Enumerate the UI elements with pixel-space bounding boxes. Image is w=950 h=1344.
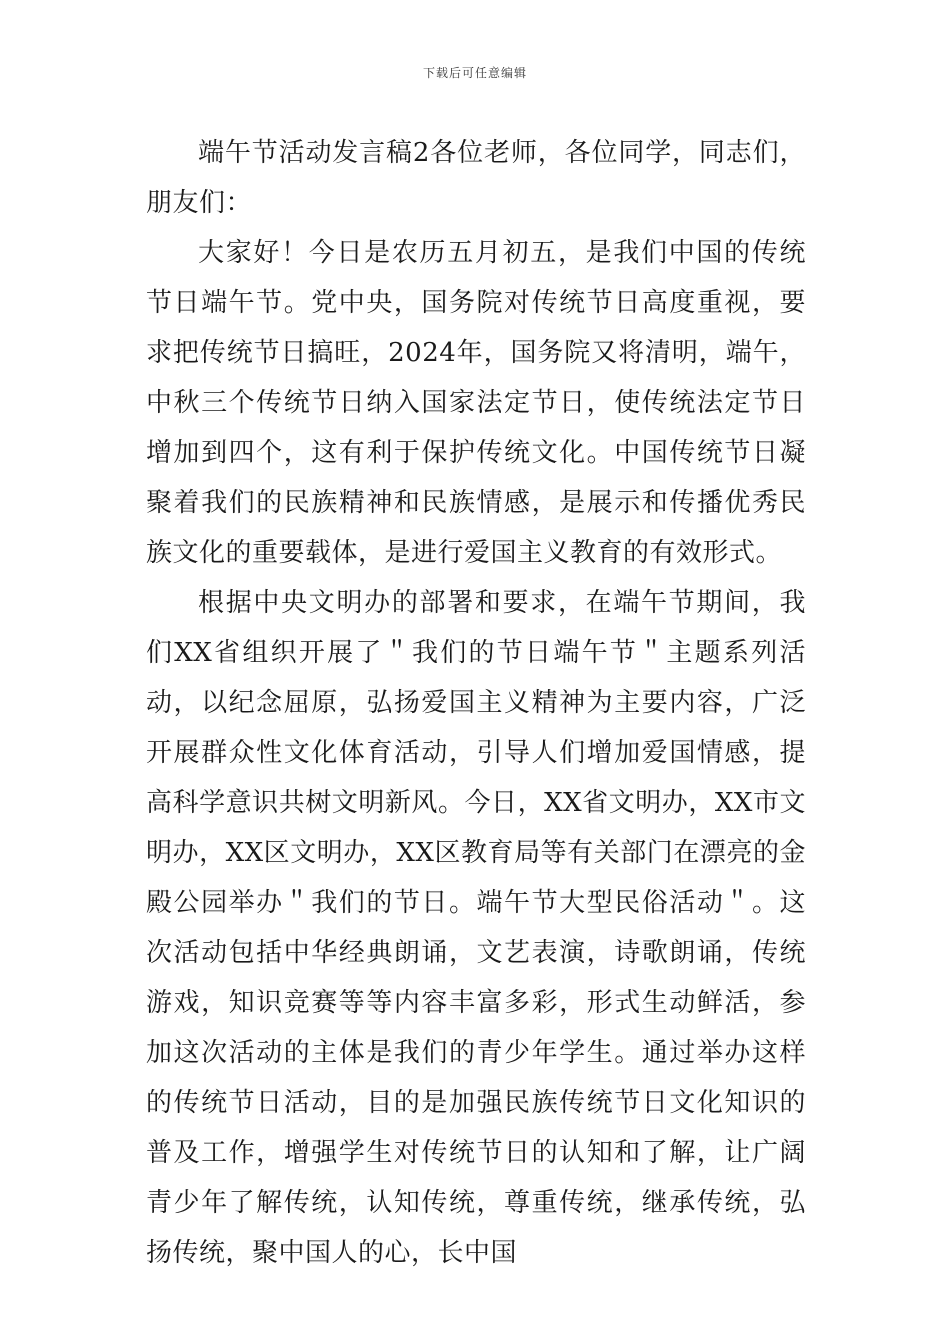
paragraph-activities: 根据中央文明办的部署和要求，在端午节期间，我们XX省组织开展了＂我们的节日端午节＂主题系列活动，以纪念屈原，弘扬爱国主义精神为主要内容，广泛开展群众性文化体育活动，引导人们增加爱国情感，提高科学意识共树文明新风。今日，XX省文明办，XX市文明办，XX区文明办，XX区教育局等有关部门在漂亮的金殿公园举办＂我们的节日。端午节大型民俗活动＂。这次活动包括中华经典朗诵，文艺表演，诗歌朗诵，传统游戏，知识竞赛等等内容丰富多彩，形式生动鲜活，参加这次活动的主体是我们的青少年学生。通过举办这样的传统节日活动，目的是加强民族传统节日文化知识的普及工作，增强学生对传统节日的认知和了解，让广阔青少年了解传统，认知传统，尊重传统，继承传统，弘扬传统，聚中国人的心，长中国 <box>146 588 806 1268</box>
paragraph-greeting: 端午节活动发言稿2各位老师，各位同学，同志们，朋友们： <box>146 138 806 218</box>
document-body <box>146 128 806 1278</box>
header-note: 下载后可任意编辑 <box>422 66 527 80</box>
paragraph-intro: 大家好！今日是农历五月初五，是我们中国的传统节日端午节。党中央，国务院对传统节日高度重视，要求把传统节日搞旺，2024年，国务院又将清明，端午，中秋三个传统节日纳入国家法定节日，使传统法定节日增加到四个，这有利于保护传统文化。中国传统节日凝聚着我们的民族精神和民族情感，是展示和传播优秀民族文化的重要载体，是进行爱国主义教育的有效形式。 <box>146 238 806 568</box>
